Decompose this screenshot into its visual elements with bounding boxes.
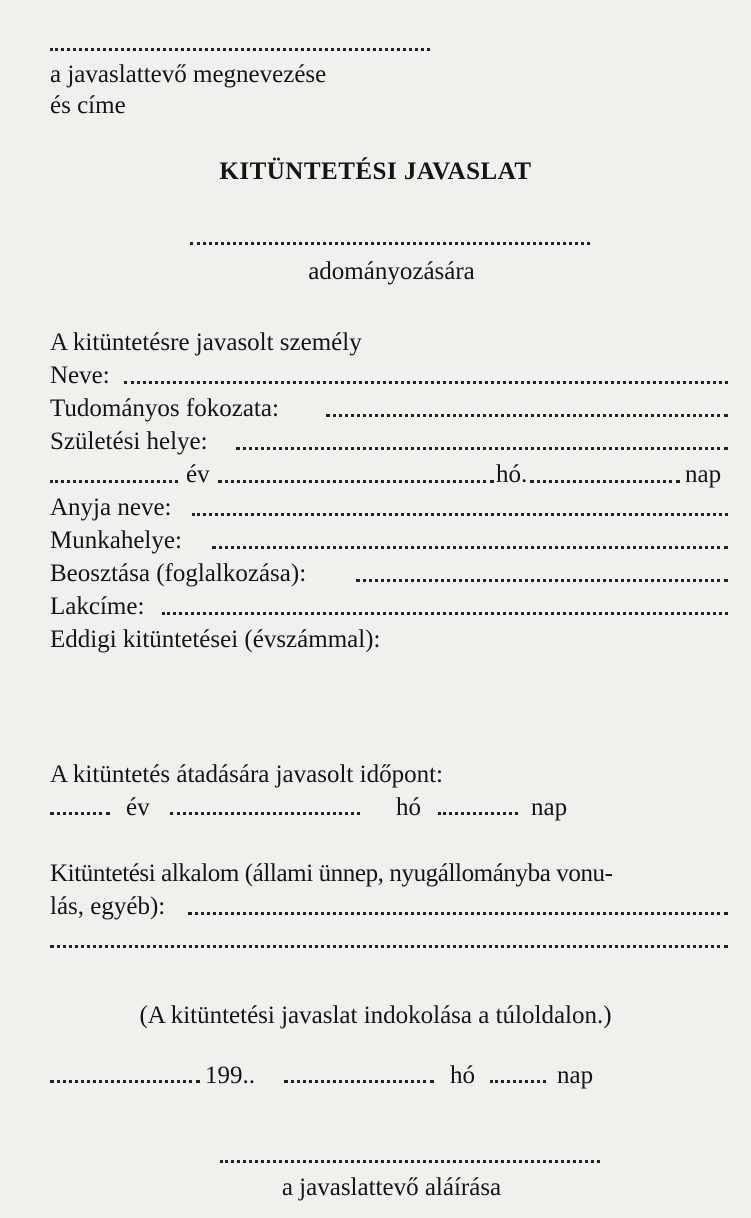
prior-awards-label: Eddigi kitüntetései (évszámmal): <box>50 626 381 653</box>
occasion-field-line2[interactable] <box>50 945 728 948</box>
date-month-field[interactable] <box>284 1080 434 1083</box>
mother-field[interactable] <box>192 513 728 516</box>
proposer-address-label: és címe <box>50 92 126 119</box>
date-year-label: 199.. <box>205 1062 255 1089</box>
person-section-title: A kitüntetésre javasolt személy <box>50 329 362 356</box>
position-field[interactable] <box>356 579 728 582</box>
birth-month-field[interactable] <box>218 480 494 483</box>
form-title: KITÜNTETÉSI JAVASLAT <box>219 158 532 185</box>
position-label: Beosztása (foglalkozása): <box>50 560 307 587</box>
justification-note: (A kitüntetési javaslat indokolása a túloldalon.) <box>139 1002 612 1029</box>
signature-label: a javaslattevő aláírása <box>281 1174 502 1201</box>
occasion-label-line2: lás, egyéb): <box>50 893 166 920</box>
signature-field[interactable] <box>220 1160 600 1163</box>
birthplace-field[interactable] <box>236 447 728 450</box>
handover-day-field[interactable] <box>438 812 518 815</box>
handover-year-label: év <box>126 794 150 821</box>
birth-year-field[interactable] <box>50 480 178 483</box>
proposer-name-line[interactable] <box>50 48 430 51</box>
degree-label: Tudományos fokozata: <box>50 395 279 422</box>
birthplace-label: Születési helye: <box>50 428 208 455</box>
handover-month-field[interactable] <box>170 812 360 815</box>
date-day-field[interactable] <box>490 1080 546 1083</box>
name-label: Neve: <box>50 362 110 389</box>
address-label: Lakcíme: <box>50 593 145 620</box>
date-place-field[interactable] <box>50 1080 200 1083</box>
award-label: adományozására <box>308 258 475 285</box>
occasion-label-line1: Kitüntetési alkalom (állami ünnep, nyugállományba vonu- <box>50 860 613 887</box>
birth-day-field[interactable] <box>530 480 680 483</box>
mother-label: Anyja neve: <box>50 494 172 521</box>
workplace-field[interactable] <box>212 546 728 549</box>
birth-day-label: nap <box>685 461 722 488</box>
handover-day-label: nap <box>531 794 568 821</box>
award-name-line[interactable] <box>190 242 590 245</box>
address-field[interactable] <box>162 612 728 615</box>
workplace-label: Munkahelye: <box>50 527 182 554</box>
proposer-name-label: a javaslattevő megnevezése <box>50 61 327 88</box>
handover-label: A kitüntetés átadására javasolt időpont: <box>50 761 443 788</box>
degree-field[interactable] <box>326 414 728 417</box>
occasion-field[interactable] <box>188 912 728 915</box>
date-month-label: hó <box>450 1062 475 1089</box>
birth-year-label: év <box>186 461 210 488</box>
date-day-label: nap <box>557 1062 594 1089</box>
handover-month-label: hó <box>396 794 421 821</box>
name-field[interactable] <box>124 381 728 384</box>
birth-month-label: hó. <box>496 461 528 488</box>
handover-year-field[interactable] <box>50 812 110 815</box>
